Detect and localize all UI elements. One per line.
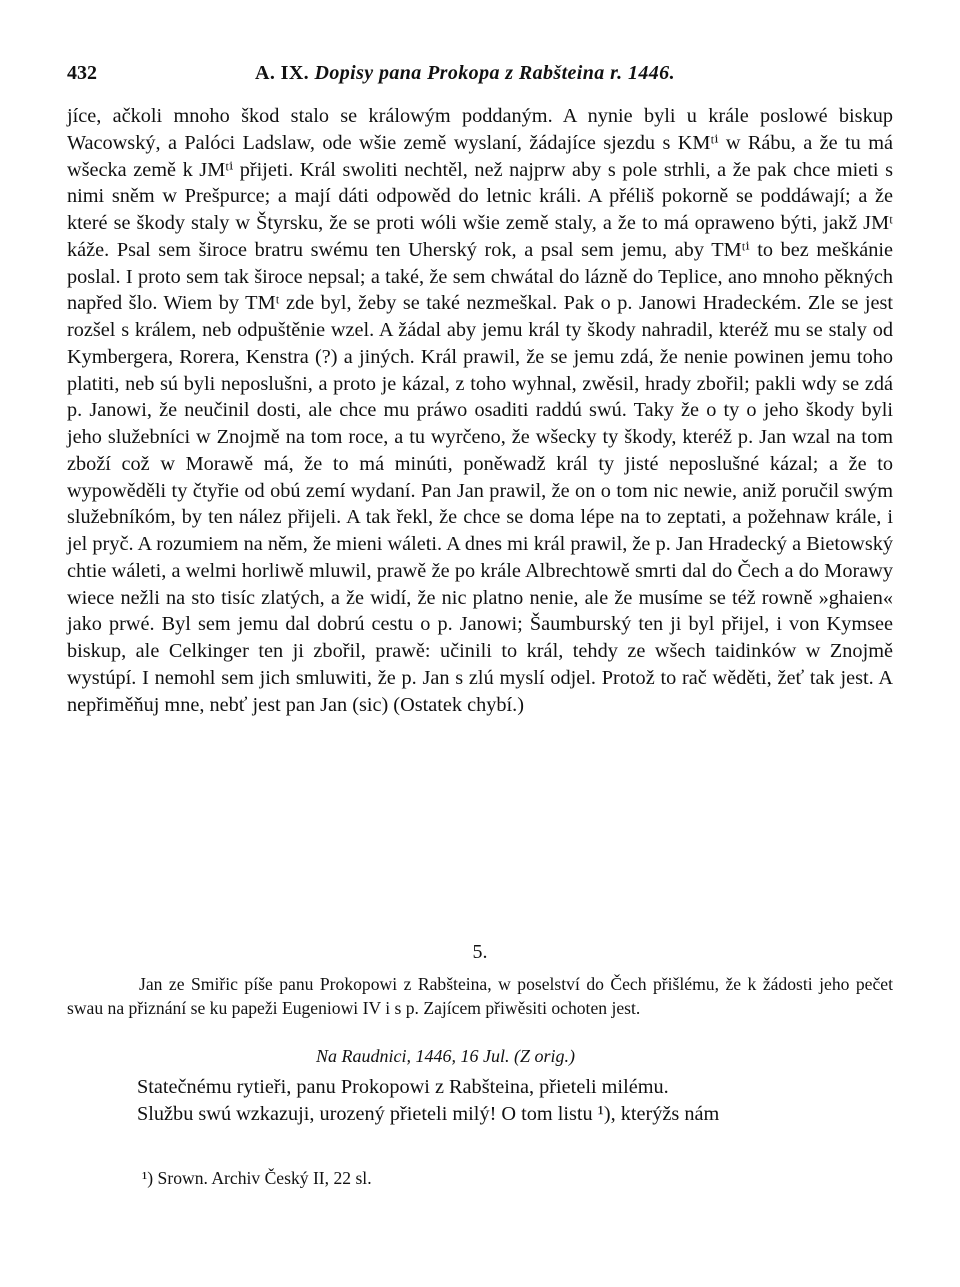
regest-text: Jan ze Smiřic píše panu Prokopowi z Rabšteina, w poselství do Čech přišlému, že k žádosti jeho pečet swau na přiznání se ku papeži Eugeniowi IV i s p. Zajícem přiwěsiti ochoten jest. [67,974,893,1018]
body-text [67,103,893,718]
running-title [255,62,675,85]
place-date: Na Raudnici, 1446, 16 Jul. (Z orig.) [316,1046,575,1066]
footnote-reference: ¹) [597,1103,611,1125]
letter-body [67,1074,893,1128]
letter-opening-text: Službu swú wzkazuji, urozený přieteli milý! O tom listu [137,1103,593,1125]
letter-regest [67,972,893,1020]
footnote [142,1166,372,1190]
footnote-marker: ¹) [142,1168,154,1188]
volume-label: A. IX. [255,62,310,84]
letter-address: Statečnému rytieři, panu Prokopowi z Rabšteina, přieteli milému. [137,1076,669,1098]
body-paragraph: jíce, ačkoli mnoho škod stalo se králowým poddaným. A nynie byli u krále poslowé biskup Wacowský, a Palóci Ladslaw, ode wšie země wyslaní, žádajíce sjezdu s KMᵗⁱ w Rábu, a že tu má wšecka země k JMᵗⁱ přijeti. Král swoliti nechtěl, než najprw aby s pole strhli, a že pak chce mieti s nimi sněm w Prešpurce; a mají dáti odpowěd do letnic králi. A přéliš pokorně se poddáwají; a že které se škody staly w Štyrsku, že se proti wóli wšie země staly, a že to má opraweno býti, jakž JMᵗ káže. Psal sem široce bratru swému ten Uherský rok, a psal sem jemu, aby TMᵗⁱ to bez meškánie poslal. I proto sem tak široce nepsal; a také, že sem chwátal do lázně do Teplice, ano mnoho pěkných napřed šlo. Wiem by TMᵗ zde byl, žeby se také nezmeškal. Pak o p. Janowi Hradeckém. Zle se jest rozšel s králem, neb odpuštěnie wzel. A žádal aby jemu král ty škody nahradil, kteréž mu se staly od Kymbergera, Rorera, Kenstra (?) a jiných. Král prawil, že se jemu zdá, že nenie powinen jemu toho platiti, neb sú byli neposlušni, a proto je kázal, z toho wyhnal, zwěsil, hrady zbořil; pakli wdy se zdá p. Janowi, že neučinil dosti, ale chce mu práwo osaditi raddú swú. Taky že o ty o jeho škody byli jeho služebníci w Znojmě na tom roce, a tu wyrčeno, že wšecky ty škody, kteréž p. Jan wzal na tom zboží což w Morawě má, že to má minúti, poněwadž král ty jisté neposlušné kázal; a že to wypowěděli ty čtyřie od obú zemí wydaní. Pan Jan prawil, že on o tom nic newie, aniž poručil swým služebníkóm, by ten nález přijeli. A tak řekl, že chce se doma lépe na to zeptati, a požehnaw krále, i jel pryč. A rozumiem na něm, že mieni wáleti. A dnes mi král prawil, že p. Jan Hradecký a Bietowský chtie wáleti, a welmi horliwě mluwil, prawě že po krále Albrechtowě smrti dal do Čech a do Morawy wiece nežli na sto tisíc zlatých, a že widí, že nic platno nenie, ale že musíme se též rowně »ghaien« jako prwé. Byl sem jemu dal dobrú cestu o p. Janowi; Šaumburský ten ji byl přijel, i von Kymsee biskup, ale Celkinger ten ji zbořil, prawě: učinili to král, tehdy ze wšech taidinków w Znojmě wystúpí. I nemohl sem jich smluwiti, že p. Jan s zlú myslí odjel. Protož to rač wěděti, žeť tak jest. A nepřiměňuj mne, nebť jest pan Jan (sic) (Ostatek chybí.) [67,105,893,716]
letter-opening-tail: , kterýžs nám [610,1103,720,1125]
footnote-text: Srown. Archiv Český II, 22 sl. [157,1168,372,1188]
letter-number: 5. [472,941,488,963]
running-title-text: Dopisy pana Prokopa z Rabšteina r. 1446. [314,62,675,84]
letter-opening [67,1101,893,1128]
running-header [67,62,893,90]
page-number: 432 [67,62,97,84]
